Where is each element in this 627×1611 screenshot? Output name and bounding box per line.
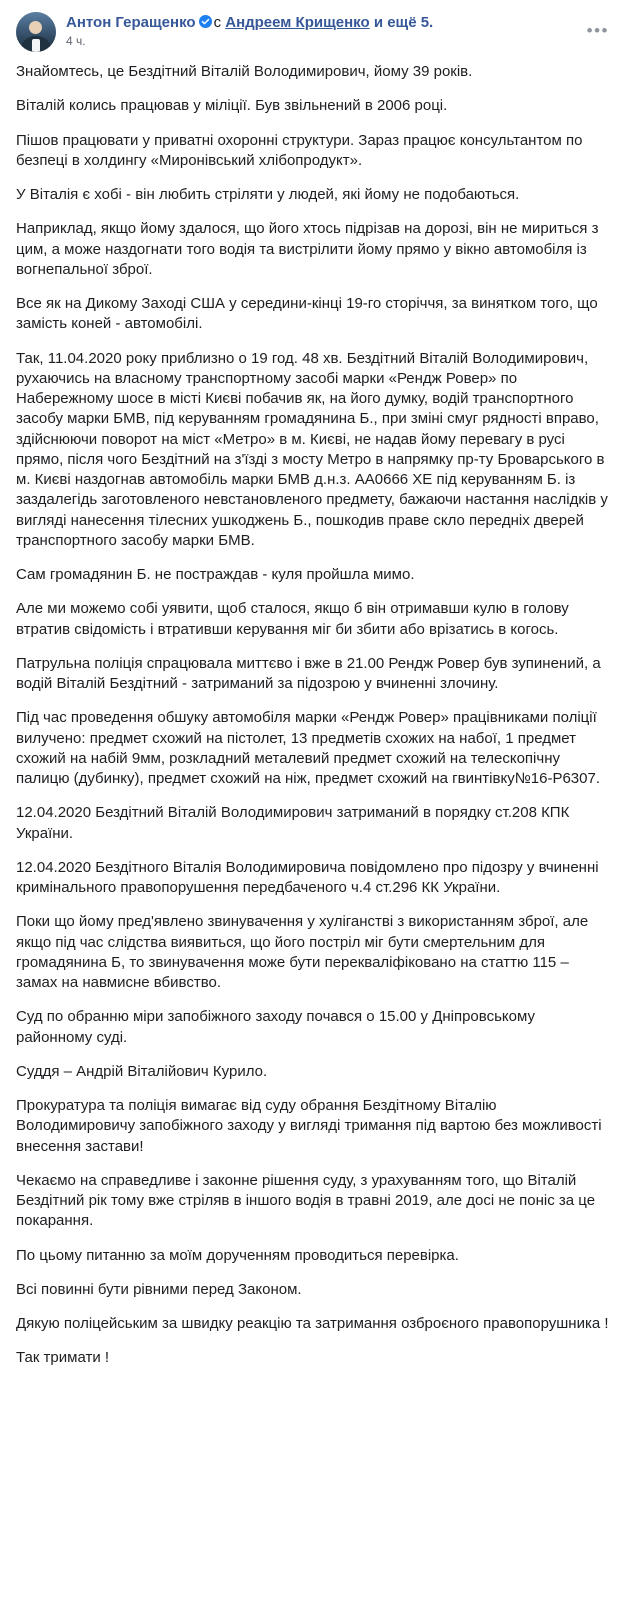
- post-paragraph: Дякую поліцейським за швидку реакцію та затримання озброєного правопорушника !: [16, 1315, 609, 1332]
- with-text: с: [213, 14, 222, 31]
- post-paragraph: Суддя – Андрій Віталійович Курило.: [16, 1062, 268, 1080]
- more-options-icon[interactable]: •••: [586, 21, 609, 40]
- cotag-link[interactable]: Андреем Крищенко: [225, 14, 370, 31]
- post-timestamp[interactable]: 4 ч.: [66, 34, 86, 49]
- post-paragraph: Чекаємо на справедливе і законне рішення суду, з урахуванням того, що Віталій Бездітний рік тому вже стріляв в іншого водія в травні 2019, але досі не поніс за це покарання.: [16, 1171, 596, 1230]
- post-paragraph: Але ми можемо собі уявити, щоб сталося, якщо б він отримавши кулю в голову втратив свідомість і втративши керування міг би збити або врізатись в когось.: [16, 600, 569, 638]
- post-paragraph: У Віталія є хобі - він любить стріляти у людей, які йому не подобаються.: [16, 186, 520, 203]
- post-paragraph: По цьому питанню за моїм дорученням проводиться перевірка.: [16, 1246, 459, 1264]
- post-paragraph: Знайомтесь, це Бездітний Віталій Володимирович, йому 39 років.: [16, 63, 473, 80]
- post-paragraph: Віталій колись працював у міліції. Був звільнений в 2006 році.: [16, 97, 448, 115]
- avatar-shirt: [32, 39, 40, 52]
- more-tagged-count[interactable]: и ещё 5.: [373, 14, 434, 31]
- post-paragraph: Прокуратура та поліція вимагає від суду обрання Бездітному Віталію Володимировичу запобіжного заходу у вигляді тримання під вартою без можливості внесення застави!: [16, 1097, 602, 1155]
- post-paragraph: 12.04.2020 Бездітний Віталій Володимирович затриманий в порядку ст.208 КПК України.: [16, 804, 570, 842]
- post-paragraph: Пішов працювати у приватні охоронні структури. Зараз працює консультантом по безпеці в холдингу «Миронівський хлібопродукт».: [16, 131, 583, 169]
- avatar[interactable]: [16, 12, 56, 52]
- post-paragraph: Так, 11.04.2020 року приблизно о 19 год. 48 хв. Бездітний Віталій Володимирович, рухаючись на власному транспортному засобі марки «Рендж Ровер» по Набережному шосе в місті Києві побачив як, на його думку, водій транспортного засобу марки БМВ, під керуванням громадянина Б., при зміні смуг рядності вправо, здійснюючи поворот на міст «Метро» в м. Києві, не надав йому перевагу в русі прямо, після чого Бездітний на з'їзді з мосту Метро в напрямку пр-ту Броварського в м. Києві наздогнав автомобіль марки БМВ д.н.з. АА0666 ХЕ під керуванням Б. із заздалегідь заготовленого невстановленого предмету, бажаючи настання наслідків у вигляді нанесення тілесних ушкоджень Б., пошкодив праве скло передніх дверей транспортного засобу марки БМВ.: [16, 349, 608, 549]
- post-paragraph: Патрульна поліція спрацювала миттєво і вже в 21.00 Рендж Ровер був зупинений, а водій Віталій Бездітний - затриманий за підозрою у вчиненні злочину.: [16, 654, 601, 692]
- avatar-head: [29, 21, 42, 34]
- post-paragraph: Наприклад, якщо йому здалося, що його хтось підрізав на дорозі, він не мириться з цим, а може наздогнати того водія та вистрілити йому прямо у вікно автомобіля із вогнепальної зброї.: [16, 220, 599, 278]
- post-paragraph: Поки що йому пред'явлено звинувачення у хуліганстві з використанням зброї, але якщо під час слідства виявиться, що його постріл міг бути смертельним для громадянина Б, то звинувачення може бути перекваліфіковано на статтю 115 – замах на навмисне вбивство.: [16, 913, 589, 991]
- post-paragraph: Всі повинні бути рівними перед Законом.: [16, 1280, 302, 1298]
- post-paragraph: Суд по обранню міри запобіжного заходу почався о 15.00 у Дніпровському районному суді.: [16, 1008, 535, 1046]
- post-byline: [66, 13, 433, 32]
- post-body: [16, 62, 611, 1369]
- author-name-link[interactable]: Антон Геращенко: [66, 14, 196, 31]
- verified-badge-icon: [199, 14, 212, 27]
- post-paragraph: Під час проведення обшуку автомобіля марки «Рендж Ровер» працівниками поліції вилучено: предмет схожий на пістолет, 13 предметів схожих на набої, 1 предмет схожий на набій 9мм, розкладний металевий предмет схожий на телескопічну палицю (дубинку), предмет схожий на ніж, предмет схожий на гвинтівку№16-Р6307.: [16, 709, 601, 787]
- post-header-text: [66, 12, 433, 50]
- post-meta: [66, 34, 433, 49]
- post-paragraph: Так тримати !: [16, 1349, 110, 1367]
- post-paragraph: Сам громадянин Б. не постраждав - куля пройшла мимо.: [16, 566, 415, 583]
- post-paragraph: 12.04.2020 Бездітного Віталія Володимировича повідомлено про підозру у вчиненні кримінального правопорушення передбаченого ч.4 ст.296 КК України.: [16, 858, 599, 896]
- post-header: [16, 12, 611, 52]
- post-paragraph: Все як на Дикому Заході США у середини-кінці 19-го сторіччя, за винятком того, що замість коней - автомобілі.: [16, 295, 598, 333]
